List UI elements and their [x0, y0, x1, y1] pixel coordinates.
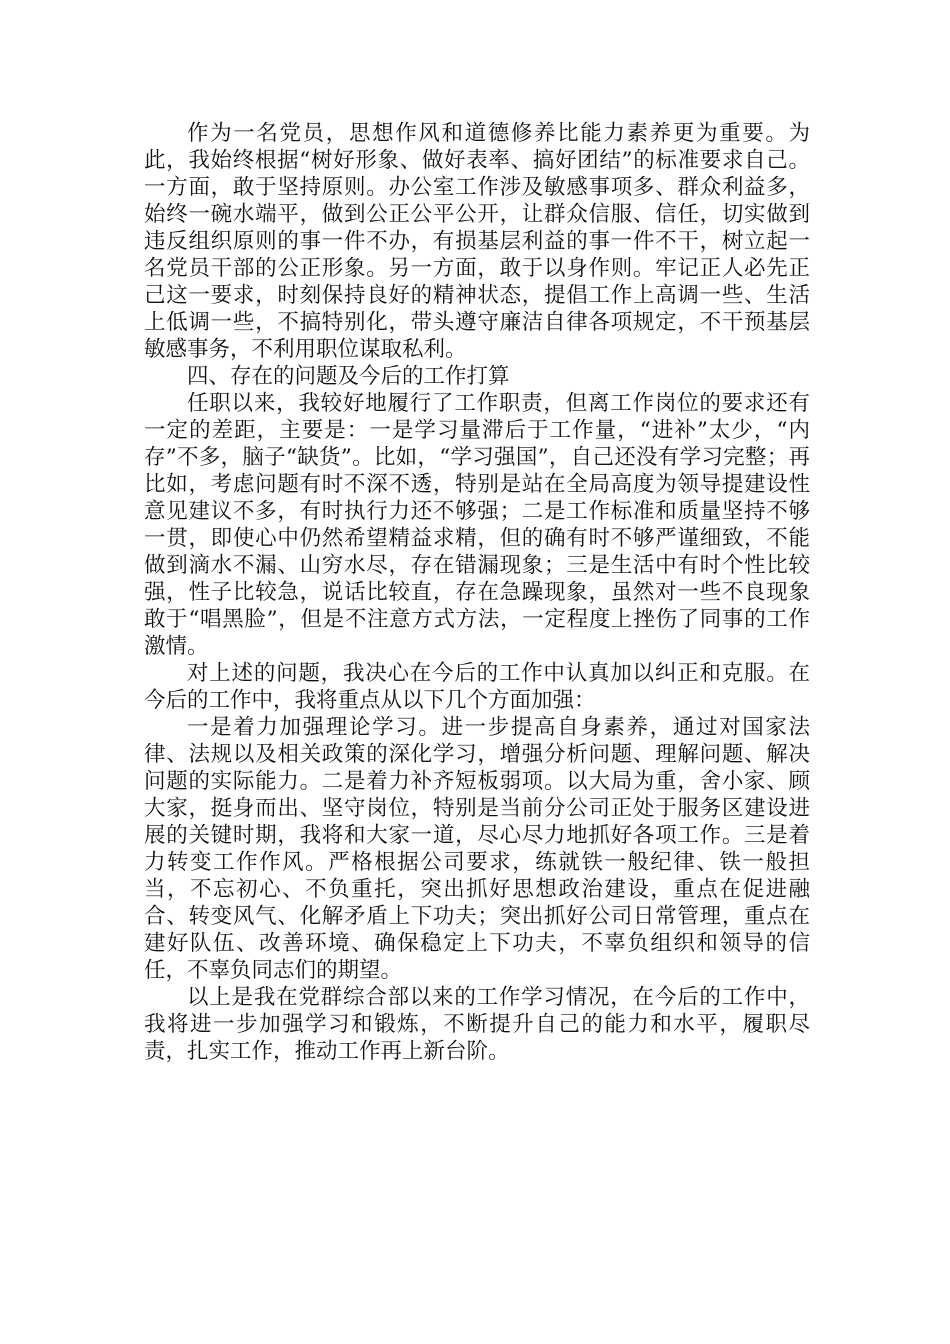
paragraph-resolution: 对上述的问题，我决心在今后的工作中认真加以纠正和克服。在今后的工作中，我将重点从以下几个方面加强： — [144, 661, 810, 713]
paragraph-improvement-measures: 一是着力加强理论学习。进一步提高自身素养，通过对国家法律、法规以及相关政策的深化学习，增强分析问题、理解问题、解决问题的实际能力。二是着力补齐短板弱项。以大局为重，舍小家、顾大家，挺身而出、坚守岗位，特别是当前分公司正处于服务区建设进展的关键时期，我将和大家一道，尽心尽力地抓好各项工作。三是着力转变工作作风。严格根据公司要求，练就铁一般纪律、铁一般担当，不忘初心、不负重托，突出抓好思想政治建设，重点在促进融合、转变风气、化解矛盾上下功夫；突出抓好公司日常管理，重点在建好队伍、改善环境、确保稳定上下功夫，不辜负组织和领导的信任，不辜负同志们的期望。 — [144, 715, 810, 983]
section-heading-problems-and-plans: 四、存在的问题及今后的工作打算 — [187, 364, 510, 389]
document-body — [144, 120, 810, 1065]
paragraph-conclusion: 以上是我在党群综合部以来的工作学习情况，在今后的工作中，我将进一步加强学习和锻炼，不断提升自己的能力和水平，履职尽责，扎实工作，推动工作再上新台阶。 — [144, 985, 810, 1064]
paragraph-existing-problems: 任职以来，我较好地履行了工作职责，但离工作岗位的要求还有一定的差距，主要是：一是学习量滞后于工作量，“进补”太少，“内存”不多，脑子“缺货”。比如，“学习强国”，自己还没有学习完整；再比如，考虑问题有时不深不透，特别是站在全局高度为领导提建设性意见建议不多，有时执行力还不够强；二是工作标准和质量坚持不够一贯，即使心中仍然希望精益求精，但的确有时不够严谨细致，不能做到滴水不漏、山穷水尽，存在错漏现象；三是生活中有时个性比较强，性子比较急，说话比较直，存在急躁现象，虽然对一些不良现象敢于“唱黑脸”，但是不注意方式方法，一定程度上挫伤了同事的工作激情。 — [144, 391, 810, 659]
paragraph-party-member-conduct: 作为一名党员，思想作风和道德修养比能力素养更为重要。为此，我始终根据“树好形象、做好表率、搞好团结”的标准要求自己。一方面，敢于坚持原则。办公室工作涉及敏感事项多、群众利益多，始终一碗水端平，做到公正公平公开，让群众信服、信任，切实做到违反组织原则的事一件不办，有损基层利益的事一件不干，树立起一名党员干部的公正形象。另一方面，敢于以身作则。牢记正人必先正己这一要求，时刻保持良好的精神状态，提倡工作上高调一些、生活上低调一些，不搞特别化，带头遵守廉洁自律各项规定，不干预基层敏感事务，不利用职位谋取私利。 — [144, 121, 810, 362]
